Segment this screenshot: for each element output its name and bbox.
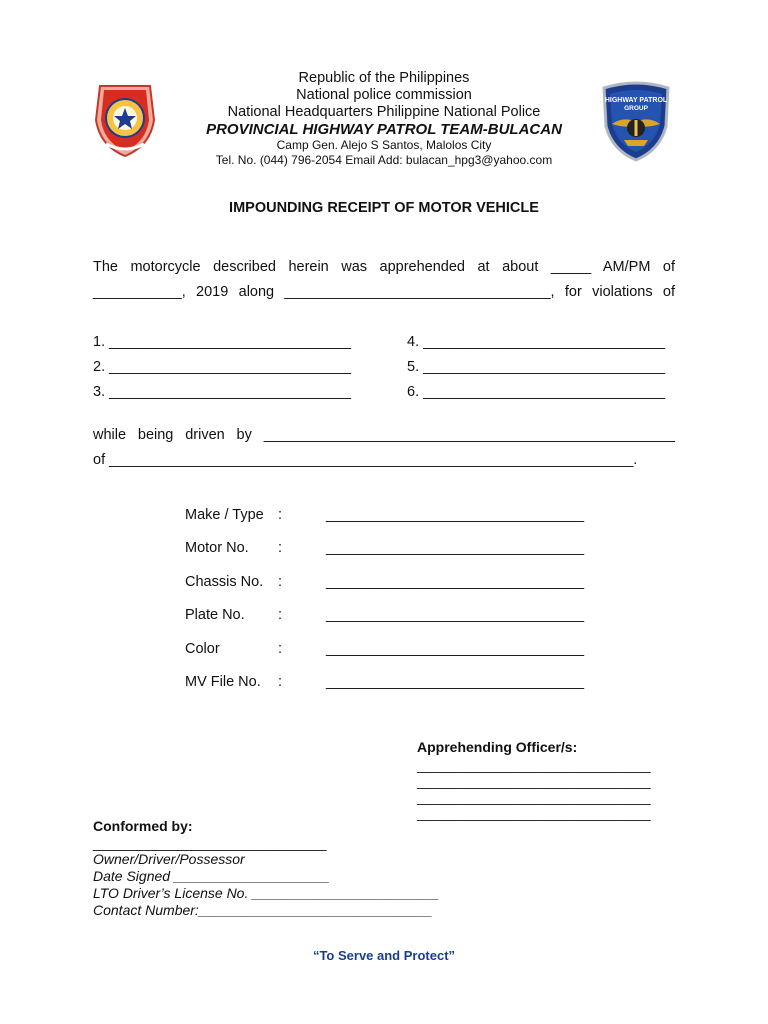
intro-line-1: The motorcycle described herein was apprehended at about _____ AM/PM of <box>93 259 675 275</box>
field-colon: : <box>278 540 283 556</box>
header-contact: Tel. No. (044) 796-2054 Email Add: bulacan_hpg3@yahoo.com <box>215 153 553 167</box>
field-label-motor-no: Motor No. <box>185 540 249 556</box>
document-title: IMPOUNDING RECEIPT OF MOTOR VEHICLE <box>229 200 539 216</box>
conformed-contact: Contact Number:______________________________ <box>93 902 433 918</box>
driver-line-1: while being driven by ___________________________________________________ <box>93 427 675 443</box>
header-napolcom: National police commission <box>296 87 472 103</box>
officer-line-4: ______________________________ <box>417 805 651 821</box>
field-colon: : <box>278 607 283 623</box>
field-label-chassis-no: Chassis No. <box>185 574 264 590</box>
violation-1: 1. ______________________________ <box>93 334 352 350</box>
field-blank-color: ________________________________ <box>326 641 585 657</box>
conformed-license: LTO Driver’s License No. ________________________ <box>93 885 440 901</box>
field-label-plate-no: Plate No. <box>185 607 245 623</box>
officer-line-2: ______________________________ <box>417 773 651 789</box>
header-pnp: National Headquarters Philippine National Police <box>227 104 541 120</box>
field-blank-mv-file-no: ________________________________ <box>326 674 585 690</box>
field-colon: : <box>278 574 283 590</box>
footer-motto: “To Serve and Protect” <box>312 948 456 963</box>
header-republic: Republic of the Philippines <box>298 70 470 86</box>
conformed-role: Owner/Driver/Possessor <box>93 851 245 867</box>
field-blank-motor-no: ________________________________ <box>326 540 585 556</box>
field-label-mv-file-no: MV File No. <box>185 674 261 690</box>
driver-paragraph <box>93 423 675 473</box>
field-colon: : <box>278 641 283 657</box>
violation-5: 5. ______________________________ <box>407 359 666 375</box>
field-blank-plate-no: ________________________________ <box>326 607 585 623</box>
field-label-make-type: Make / Type <box>185 507 264 523</box>
header-unit: PROVINCIAL HIGHWAY PATROL TEAM-BULACAN <box>206 121 562 138</box>
field-blank-make-type: ________________________________ <box>326 507 585 523</box>
field-colon: : <box>278 507 283 523</box>
letterhead <box>0 70 768 168</box>
svg-text:GROUP: GROUP <box>624 105 648 112</box>
driver-line-2: of _________________________________________________________________. <box>93 452 638 468</box>
officer-line-3: ______________________________ <box>417 789 651 805</box>
violation-6: 6. ______________________________ <box>407 384 666 400</box>
intro-paragraph <box>93 255 675 305</box>
violation-4: 4. ______________________________ <box>407 334 666 350</box>
field-colon: : <box>278 674 283 690</box>
conformed-signature-line: ______________________________ <box>93 835 327 851</box>
officers-heading: Apprehending Officer/s: <box>417 739 578 755</box>
conformed-date-signed: Date Signed ____________________ <box>93 868 330 884</box>
violation-3: 3. ______________________________ <box>93 384 352 400</box>
field-blank-chassis-no: ________________________________ <box>326 574 585 590</box>
violation-2: 2. ______________________________ <box>93 359 352 375</box>
field-label-color: Color <box>185 641 220 657</box>
svg-text:HIGHWAY PATROL: HIGHWAY PATROL <box>604 97 668 104</box>
officer-line-1: ______________________________ <box>417 757 651 773</box>
header-address: Camp Gen. Alejo S Santos, Malolos City <box>276 138 492 152</box>
conformed-heading: Conformed by: <box>93 818 193 834</box>
intro-line-2: ___________, 2019 along _________________________________, for violations of <box>93 284 675 300</box>
